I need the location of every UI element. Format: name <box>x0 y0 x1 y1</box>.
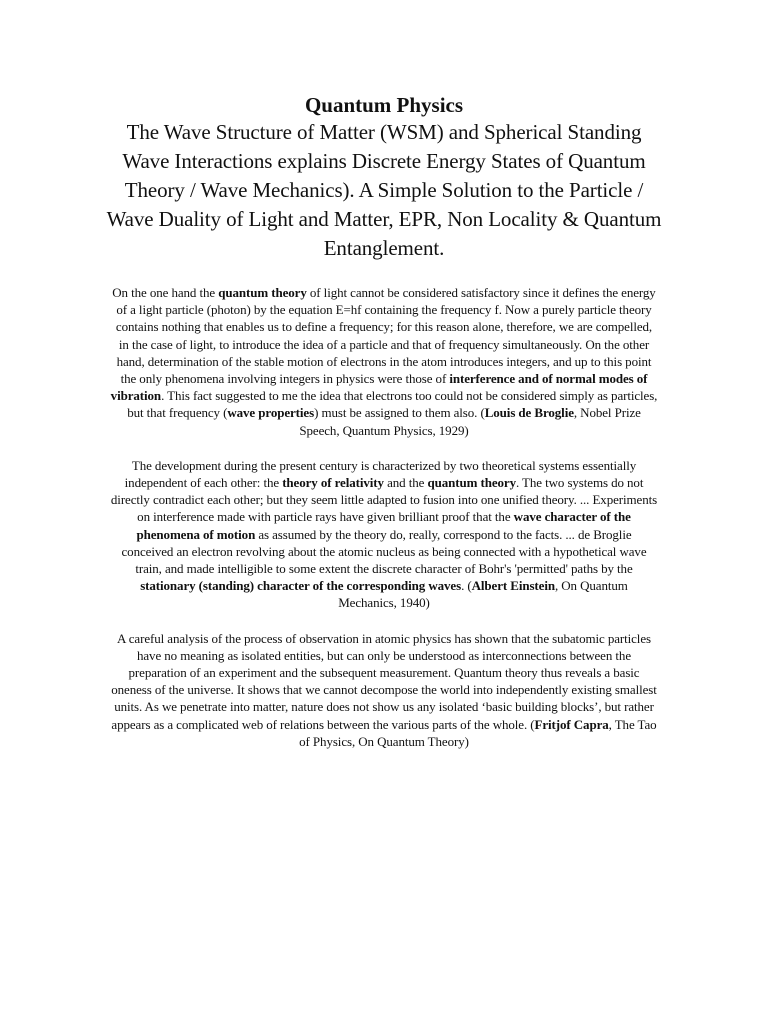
quote-emphasis: quantum theory <box>427 475 516 491</box>
document-title: Quantum Physics <box>304 93 464 117</box>
quote-text: , The Tao of Physics, On Quantum Theory) <box>299 716 657 749</box>
quote-emphasis: wave character of the phenomena of motion <box>136 509 631 542</box>
quote-emphasis: theory of relativity <box>282 475 384 491</box>
quote-emphasis: Fritjof Capra <box>534 716 609 732</box>
quote-text: , Nobel Prize Speech, Quantum Physics, 1929) <box>299 405 641 438</box>
quote-emphasis: Louis de Broglie <box>484 405 574 421</box>
quote-text: On the one hand the <box>112 285 219 300</box>
document-page <box>106 92 662 750</box>
document-subtitle: The Wave Structure of Matter (WSM) and Spherical Standing Wave Interactions explains Discrete Energy States of Quantum Theory / Wave Mechanics). A Simple Solution to the Particle / Wave Duality of Light and Matter, EPR, Non Locality & Quantum Entanglement. <box>106 120 662 260</box>
quote-de-broglie <box>110 284 658 439</box>
quote-text: A careful analysis of the process of observation in atomic physics has shown that the subatomic particles have no meaning as isolated entities, but can only be understood as interconnections between the preparation of an experiment and the subsequent measurement. Quantum theory thus reveals a basic oneness of the universe. It shows that we cannot decompose the world into independently existing smallest units. As we penetrate into matter, nature does not show us any isolated ‘basic building blocks’, but rather appears as a complicated web of relations between the various parts of the whole. ( <box>111 630 657 732</box>
quote-text: . ( <box>461 578 472 594</box>
quote-text: as assumed by the theory do, really, correspond to the facts. ... de Broglie conceived an electron revolving about the atomic nucleus as being connected with a hypothetical wave train, and made intelligible to some extent the discrete character of Bohr's 'permitted' paths by the <box>121 526 647 577</box>
quote-text: . This fact suggested to me the idea that electrons too could not be considered simply as particles, but that frequency ( <box>127 388 658 421</box>
quote-einstein <box>110 457 658 612</box>
quote-emphasis: quantum theory <box>218 285 307 300</box>
quote-emphasis: Albert Einstein <box>471 578 555 594</box>
quote-emphasis: wave properties <box>227 405 315 421</box>
quote-emphasis: stationary (standing) character of the corresponding waves <box>140 578 462 594</box>
quote-text: . The two systems do not directly contradict each other; but they seem little adapted to fusion into one unified theory. ... Experiments on interference made with particle rays have given brilliant proof that the <box>110 475 658 525</box>
quote-text: and the <box>383 475 428 491</box>
quote-text: of light cannot be considered satisfactory since it defines the energy of a light particle (photon) by the equation E=hf containing the frequency f. Now a purely particle theory contains nothing that enables us to define a frequency; for this reason alone, therefore, we are compelled, in the case of light, to introduce the idea of a particle and that of frequency simultaneously. On the other hand, determination of the stable motion of electrons in the atom introduces integers, and up to this point the only phenomena involving integers in physics were those of <box>115 285 656 387</box>
quote-text: ) must be assigned to them also. ( <box>314 405 485 421</box>
quote-capra <box>110 630 658 750</box>
quote-text: , On Quantum Mechanics, 1940) <box>338 578 628 611</box>
quote-text: The development during the present century is characterized by two theoretical systems essentially independent of each other: the <box>124 457 637 491</box>
quote-emphasis: interference and of normal modes of vibration <box>110 371 648 404</box>
